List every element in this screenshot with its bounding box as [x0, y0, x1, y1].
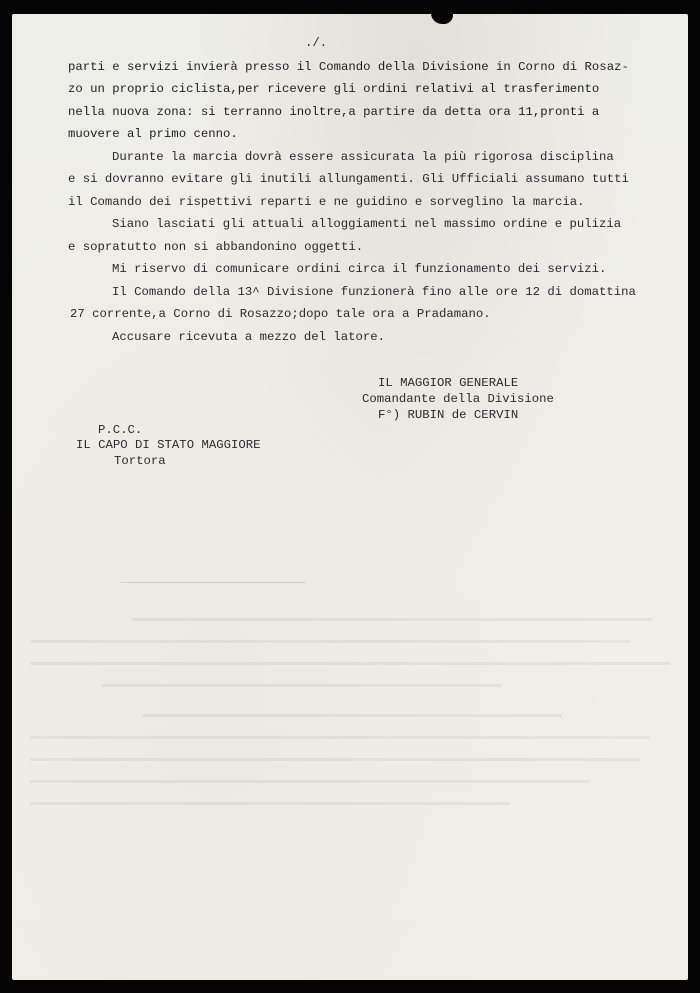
bleed-through-line	[30, 780, 590, 783]
bleed-through-line	[102, 684, 502, 687]
bleed-through-line	[30, 640, 630, 643]
body-line: Accusare ricevuta a mezzo del latore.	[112, 330, 386, 344]
body-line: Durante la marcia dovrà essere assicurata la più rigorosa disciplina	[112, 150, 614, 164]
body-line: Mi riservo di comunicare ordini circa il funzionamento dei servizi.	[112, 262, 607, 276]
page-marker: ./.	[305, 36, 328, 50]
body-line: 27 corrente,a Corno di Rosazzo;dopo tale ora a Pradamano.	[70, 307, 491, 321]
countersign-title: IL CAPO DI STATO MAGGIORE	[76, 438, 261, 452]
paper-notch	[431, 14, 453, 24]
signature-rank: IL MAGGIOR GENERALE	[378, 376, 519, 390]
body-line: Il Comando della 13^ Divisione funzionerà fino alle ore 12 di domattina	[112, 285, 636, 299]
bleed-through-line	[30, 758, 640, 761]
body-line: e si dovranno evitare gli inutili allungamenti. Gli Ufficiali assumano tutti	[68, 172, 629, 186]
countersign-pcc: P.C.C.	[98, 423, 143, 437]
bleed-through-rule	[120, 582, 306, 583]
signature-role: Comandante della Divisione	[362, 392, 554, 406]
body-line: Siano lasciati gli attuali alloggiamenti nel massimo ordine e pulizia	[112, 217, 622, 231]
signature-name: F°) RUBIN de CERVIN	[378, 408, 519, 422]
bleed-through-line	[142, 714, 562, 717]
bleed-through-line	[30, 662, 670, 665]
body-line: nella nuova zona: si terranno inoltre,a partire da detta ora 11,pronti a	[68, 105, 600, 119]
bleed-through-line	[132, 618, 652, 621]
body-line: muovere al primo cenno.	[68, 127, 238, 141]
body-line: e sopratutto non si abbandonino oggetti.	[68, 240, 364, 254]
document-page	[12, 14, 688, 980]
body-line: il Comando dei rispettivi reparti e ne guidino e sorveglino la marcia.	[68, 195, 585, 209]
body-line: zo un proprio ciclista,per ricevere gli ordini relativi al trasferimento	[68, 82, 600, 96]
countersign-name: Tortora	[114, 454, 166, 468]
bleed-through-line	[30, 802, 510, 805]
body-line: parti e servizi invierà presso il Comando della Divisione in Corno di Rosaz-	[68, 60, 629, 74]
bleed-through-line	[30, 736, 650, 739]
